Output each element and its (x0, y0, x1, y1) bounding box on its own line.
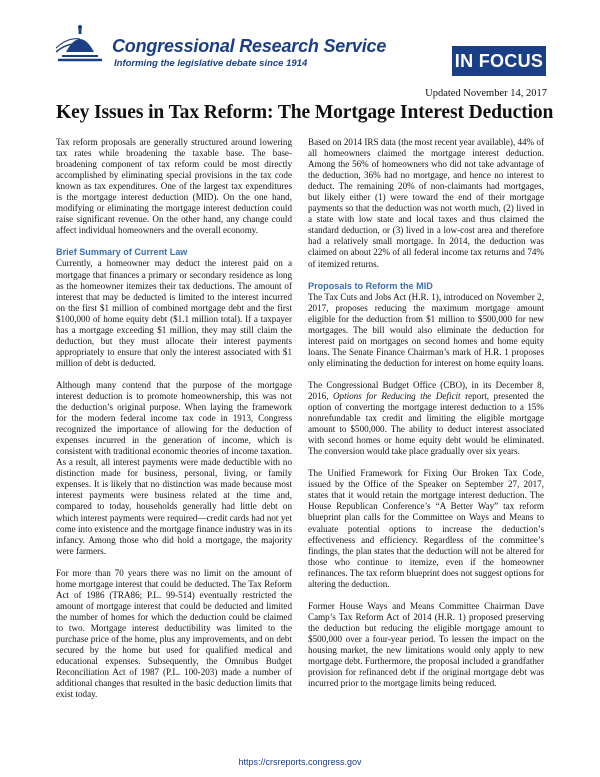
proposals-paragraph-3: The Unified Framework for Fixing Our Broken Tax Code, issued by the Office of the Speaker on September 27, 2017, states that it would retain the mortgage interest deduction. The House Republican Conference’s “A Better Way” tax reform blueprint plan calls for the Committee on Ways and Means to evaluate potential options to increase the deduction’s effectiveness and efficiency. Regardless of the committee’s findings, the plan states that the deduction will not be altered for those who continue to itemize, even if the homeowner refinances. The tax reform blueprint does not suggest options for altering the deduction. (308, 468, 544, 589)
cbo-text-pre: The Congressional Budget Office (CBO), in its December 8, 2016, (308, 379, 544, 401)
right-column (308, 137, 544, 700)
irs-data-paragraph: Based on 2014 IRS data (the most recent year available), 44% of all homeowners claimed the mortgage interest deduction. Among the 56% of homeowners who did not take advantage of the deduction, 36% had no mortgage, and hence no interest to deduct. The remaining 20% of non-claimants had mortgages, but likely either (1) were toward the end of their mortgage payments so that the deduction was not worth much, (2) lived in a state with low state and local taxes and thus claimed the standard deduction, or (3) lived in a low-cost area and therefore had a relatively small mortgage. In 2014, the deduction was claimed on about 22% of all federal income tax returns and 74% of itemized returns. (308, 137, 544, 269)
footer-url[interactable]: https://crsreports.congress.gov (238, 757, 362, 767)
current-law-paragraph-1: Currently, a homeowner may deduct the interest paid on a mortgage that finances a primary or secondary residence as long as the homeowner itemizes their tax deductions. The amount of interest that may be deducted is limited to the interest incurred on the first $1 million of combined mortgage debt and the first $100,000 of home equity debt ($1.1 million total). If a taxpayer has a mortgage exceeding $1 million, they may still claim the deduction, but they must allocate their interest payments appropriately to ensure that only the interest associated with $1 million of debt is deducted. (56, 258, 292, 368)
in-focus-badge: IN FOCUS (452, 46, 546, 76)
org-name: Congressional Research Service (112, 36, 387, 56)
current-law-paragraph-2: Although many contend that the purpose of the mortgage interest deduction is to promote homeownership, this was not the deduction’s original purpose. When laying the framework for the modern federal income tax code in 1913, Congress recognized the importance of allowing for the deduction of expenses incurred in the generation of income, which is consistent with traditional economic theories of income taxation. As a result, all interest payments were made deductible with no distinction made for business, personal, living, or family expenses. It is likely that no distinction was made because most interest payments were business related at the time and, compared to today, households generally had little debt on which interest payments were required—credit cards had not yet come into existence and the mortgage finance industry was in its infancy. Among those who did hold a mortgage, the majority were farmers. (56, 379, 292, 556)
cbo-text-post: report, presented the option of converting the mortgage interest deduction to a 15% nonrefundable tax credit and limiting the eligible mortgage amount to $500,000. The ability to deduct interest associated with second homes or home equity debt would be eliminated. The conversion would take place gradually over six years. (308, 390, 545, 457)
proposals-paragraph-4: Former House Ways and Means Committee Chairman Dave Camp’s Tax Reform Act of 2014 (H.R. 1) proposed preserving the deduction but reducing the eligible mortgage amount to $500,000 over a four-year period. To lessen the impact on the housing market, the new limitations would only apply to new mortgage debt. Furthermore, the proposal included a grandfather provision for refinanced debt if the original mortgage debt was incurred prior to the mortgage limits being reduced. (308, 600, 544, 689)
intro-paragraph: Tax reform proposals are generally structured around lowering tax rates while broadening the taxable base. The base-broadening component of tax reform could be most directly accomplished by eliminating special provisions in the tax code known as tax expenditures. One of the largest tax expenditures is the mortgage interest deduction (MID). On the one hand, modifying or eliminating the mortgage interest deduction could raise significant revenue. On the other hand, any change could affect individual homeowners and the overall economy. (56, 137, 292, 236)
page-header (0, 0, 600, 90)
updated-date: Updated November 14, 2017 (425, 88, 547, 99)
section-heading-proposals: Proposals to Reform the MID (308, 280, 433, 291)
left-column (56, 137, 292, 711)
proposals-paragraph-2 (308, 380, 544, 457)
org-tagline: Informing the legislative debate since 1914 (114, 58, 308, 69)
page-title: Key Issues in Tax Reform: The Mortgage Interest Deduction (56, 102, 554, 123)
cbo-report-title: Options for Reducing the Deficit (332, 390, 461, 401)
capitol-dome-logo (56, 22, 104, 62)
current-law-paragraph-3: For more than 70 years there was no limit on the amount of home mortgage interest that could be deducted. The Tax Reform Act of 1986 (TRA86; P.L. 99-514) eventually restricted the amount of mortgage interest that could be deducted and limited the number of homes for which the deduction could be claimed to two. Mortgage interest deductibility was limited to the purchase price of the home, plus any improvements, and on debt secured by the home but used for qualified medical and educational expenses. Subsequently, the Omnibus Budget Reconciliation Act of 1987 (P.L. 100-203) made a number of additional changes that resulted in the basic deduction limits that exist today. (56, 567, 292, 700)
section-heading-current-law: Brief Summary of Current Law (56, 247, 188, 258)
proposals-paragraph-1: The Tax Cuts and Jobs Act (H.R. 1), introduced on November 2, 2017, proposes reducing the maximum mortgage amount eligible for the deduction from $1 million to $500,000 for new mortgages. The bill would also eliminate the deduction for interest paid on mortgages on second homes and home equity loans. The Senate Finance Chairman’s mark of H.R. 1 proposes only eliminating the deduction for interest on home equity loans. (308, 291, 544, 368)
